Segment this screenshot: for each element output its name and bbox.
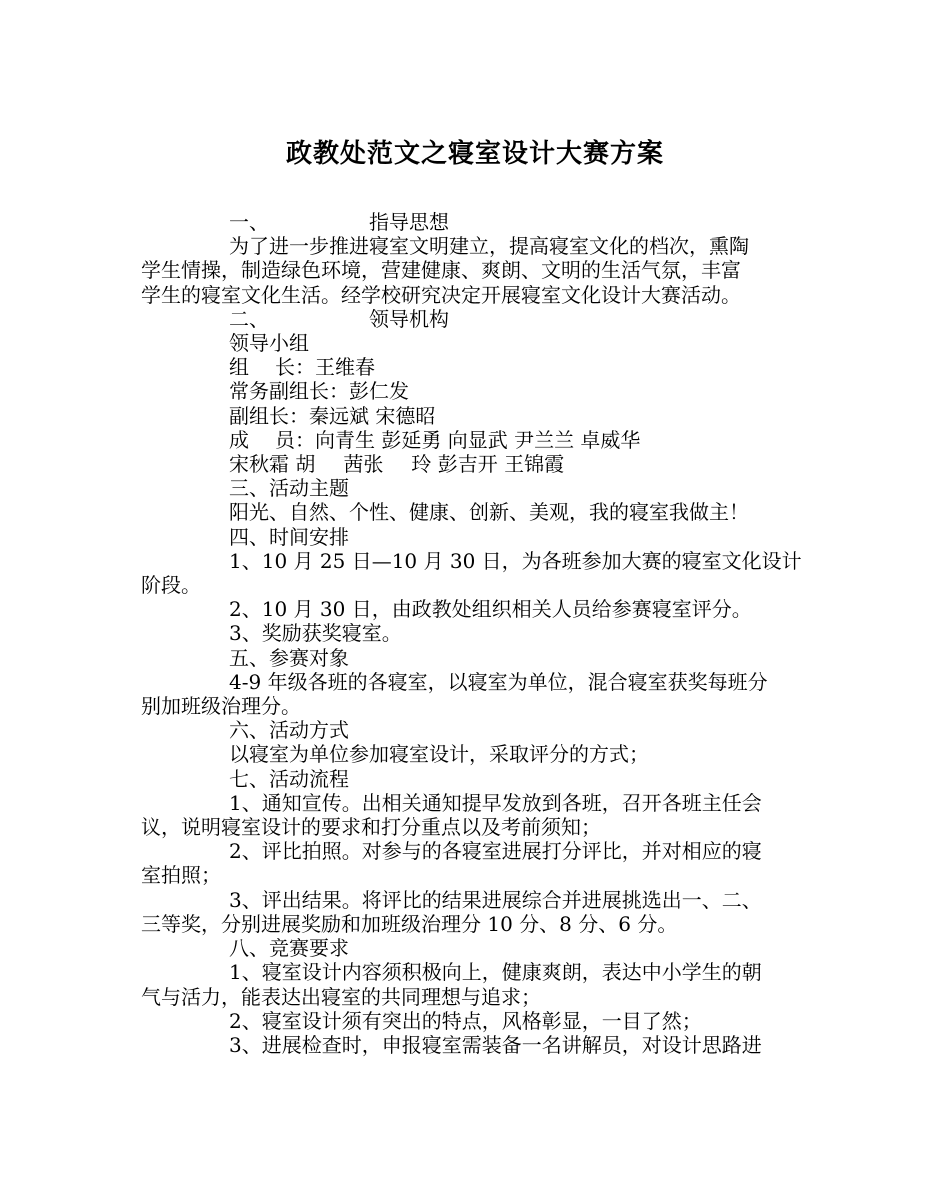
group-leader-line bbox=[141, 355, 813, 379]
process-item-2-cont: 室拍照； bbox=[141, 863, 221, 888]
participants-line: 4-9 年级各班的各寝室，以寝室为单位，混合寝室获奖每班分 bbox=[229, 669, 768, 694]
schedule-item-2: 2、10 月 30 日，由政教处组织相关人员给参赛寝室评分。 bbox=[229, 597, 752, 622]
paragraph-line: 学生情操，制造绿色环境，营建健康、爽朗、文明的生活气氛，丰富 bbox=[141, 258, 741, 283]
section-number: 一、 bbox=[229, 210, 269, 234]
theme-text: 阳光、自然、个性、健康、创新、美观，我的寝室我做主！ bbox=[229, 500, 749, 525]
participants-line-cont: 别加班级治理分。 bbox=[141, 694, 301, 719]
process-item-1-cont: 议，说明寝室设计的要求和打分重点以及考前须知； bbox=[141, 815, 601, 840]
member-names-part: 宋秋霜 胡 bbox=[229, 452, 316, 477]
method-text: 以寝室为单位参加寝室设计，采取评分的方式； bbox=[229, 742, 649, 767]
requirement-item-1: 1、寝室设计内容须积极向上，健康爽朗，表达中小学生的朝 bbox=[229, 960, 762, 985]
section-heading-5: 五、参赛对象 bbox=[229, 645, 349, 670]
paragraph-line: 学生的寝室文化生活。经学校研究决定开展寝室文化设计大赛活动。 bbox=[141, 282, 741, 307]
document-title: 政教处范文之寝室设计大赛方案 bbox=[285, 139, 664, 169]
section-title: 领导机构 bbox=[369, 306, 449, 331]
deputy-line: 副组长：秦远斌 宋德昭 bbox=[229, 403, 436, 428]
leadership-group-label: 领导小组 bbox=[229, 331, 309, 356]
section-heading-2 bbox=[141, 307, 813, 331]
process-item-1: 1、通知宣传。出相关通知提早发放到各班，召开各班主任会 bbox=[229, 790, 762, 815]
requirement-item-2: 2、寝室设计须有突出的特点，风格彰显，一目了然； bbox=[229, 1008, 702, 1033]
executive-deputy-line: 常务副组长：彭仁发 bbox=[229, 379, 409, 404]
members-line bbox=[141, 428, 813, 452]
member-names-part: 玲 彭吉开 王锦霞 bbox=[411, 452, 565, 477]
section-heading-7: 七、活动流程 bbox=[229, 766, 349, 791]
process-item-3-cont: 三等奖，分别进展奖励和加班级治理分 10 分、8 分、6 分。 bbox=[141, 911, 678, 936]
schedule-item-3: 3、奖励获奖寝室。 bbox=[229, 621, 402, 646]
members-names: 员：向青生 彭延勇 向显武 尹兰兰 卓威华 bbox=[275, 427, 641, 452]
group-leader-label: 组 bbox=[229, 355, 249, 380]
paragraph-line: 为了进一步推进寝室文明建立，提高寝室文化的档次，熏陶 bbox=[229, 234, 749, 259]
requirement-item-3: 3、进展检查时，申报寝室需装备一名讲解员，对设计思路进 bbox=[229, 1032, 762, 1057]
schedule-item-1-cont: 阶段。 bbox=[141, 573, 201, 598]
schedule-item-1: 1、10 月 25 日—10 月 30 日，为各班参加大赛的寝室文化设计 bbox=[229, 548, 802, 573]
section-heading-1 bbox=[141, 210, 813, 234]
members-label: 成 bbox=[229, 427, 249, 452]
section-heading-3: 三、活动主题 bbox=[229, 476, 349, 501]
section-number: 二、 bbox=[229, 306, 269, 331]
document-body bbox=[141, 210, 813, 1057]
section-heading-4: 四、时间安排 bbox=[229, 524, 349, 549]
group-leader-name: 长：王维春 bbox=[275, 355, 375, 380]
member-names-part: 茜张 bbox=[343, 452, 384, 477]
members-line-2 bbox=[141, 452, 813, 476]
section-heading-6: 六、活动方式 bbox=[229, 718, 349, 743]
section-heading-8: 八、竞赛要求 bbox=[229, 936, 349, 961]
process-item-2: 2、评比拍照。对参与的各寝室进展打分评比，并对相应的寝 bbox=[229, 839, 762, 864]
process-item-3: 3、评出结果。将评比的结果进展综合并进展挑选出一、二、 bbox=[229, 887, 762, 912]
section-title: 指导思想 bbox=[369, 210, 449, 234]
requirement-item-1-cont: 气与活力，能表达出寝室的共同理想与追求； bbox=[141, 984, 541, 1009]
